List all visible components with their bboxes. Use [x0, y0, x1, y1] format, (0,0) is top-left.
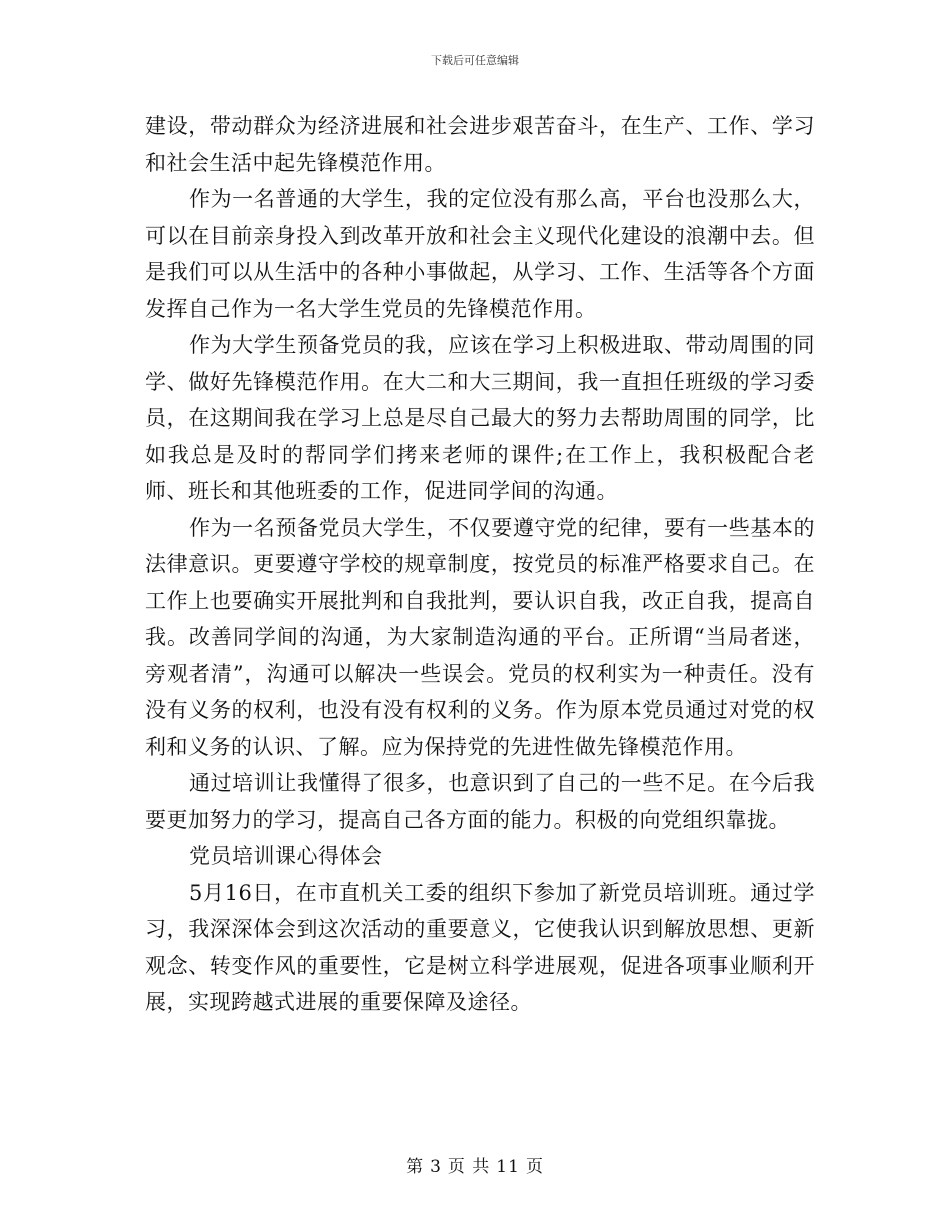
paragraph-conclusion: 通过培训让我懂得了很多，也意识到了自己的一些不足。在今后我要更加努力的学习，提高自己各方面的能力。积极的向党组织靠拢。 [145, 771, 815, 832]
document-body [145, 108, 815, 1021]
paragraph-discipline: 作为一名预备党员大学生，不仅要遵守党的纪律，要有一些基本的法律意识。更要遵守学校的规章制度，按党员的标准严格要求自己。在工作上也要确实开展批判和自我批判，要认识自我，改正自我，提高自我。改善同学间的沟通，为大家制造沟通的平台。正所谓“当局者迷，旁观者清”，沟通可以解决一些误会。党员的权利实为一种责任。没有没有义务的权利，也没有没有权利的义务。作为原本党员通过对党的权利和义务的认识、了解。应为保持党的先进性做先锋模范作用。 [145, 515, 815, 759]
page-number-footer [0, 1152, 950, 1177]
paragraph-study-example: 作为大学生预备党员的我，应该在学习上积极进取、带动周围的同学、做好先锋模范作用。在大二和大三期间，我一直担任班级的学习委员，在这期间我在学习上总是尽自己最大的努力去帮助周围的同学，比如我总是及时的帮同学们拷来老师的课件;在工作上，我积极配合老师、班长和其他班委的工作，促进同学间的沟通。 [145, 333, 815, 503]
current-page-number: 3 [430, 1157, 442, 1177]
paragraph-continuation: 建设，带动群众为经济进展和社会进步艰苦奋斗，在生产、工作、学习和社会生活中起先锋模范作用。 [145, 114, 815, 175]
section-title: 党员培训课心得体会 [189, 844, 383, 868]
total-pages-number: 11 [496, 1157, 520, 1177]
footer-prefix: 第 [406, 1157, 425, 1177]
paragraph-training-intro: 5月16日，在市直机关工委的组织下参加了新党员培训班。通过学习，我深深体会到这次活动的重要意义，它使我认识到解放思想、更新观念、转变作风的重要性，它是树立科学进展观，促进各项事业顺利开展，实现跨越式进展的重要保障及途径。 [145, 880, 815, 1014]
page-header-note: 下载后可任意编辑 [431, 54, 519, 67]
footer-suffix: 页 [525, 1157, 544, 1177]
paragraph-student-role: 作为一名普通的大学生，我的定位没有那么高，平台也没那么大，可以在目前亲身投入到改革开放和社会主义现代化建设的浪潮中去。但是我们可以从生活中的各种小事做起，从学习、工作、生活等各个方面发挥自己作为一名大学生党员的先锋模范作用。 [145, 187, 815, 321]
footer-middle: 页 共 [447, 1157, 491, 1177]
